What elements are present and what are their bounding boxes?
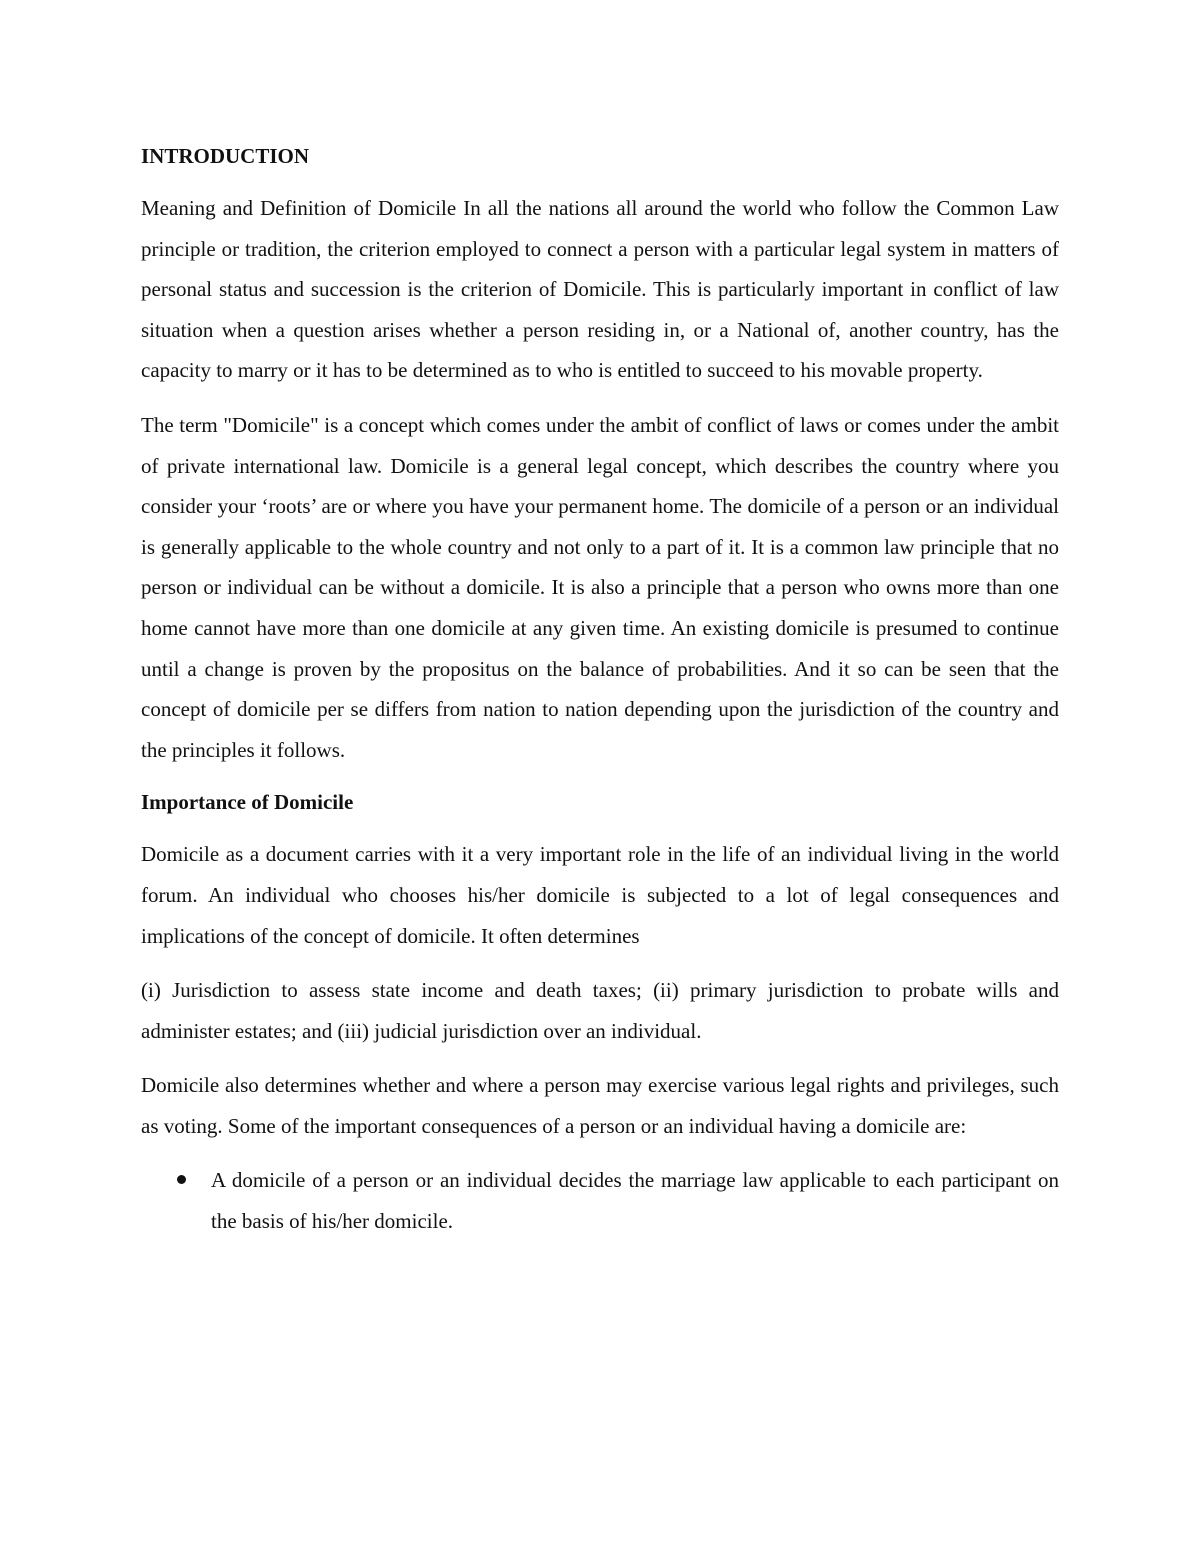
paragraph-definition: Meaning and Definition of Domicile In all the nations all around the world who follow the Common Law principle or tradition, the criterion employed to connect a person with a particular legal system in matters of personal status and succession is the criterion of Domicile. This is particularly important in conflict of law situation when a question arises whether a person residing in, or a National of, another country, has the capacity to marry or it has to be determined as to who is entitled to succeed to his movable property. [141,196,1059,383]
paragraph-importance: Domicile as a document carries with it a very important role in the life of an individual living in the world forum. An individual who chooses his/her domicile is subjected to a lot of legal consequences and implications of the concept of domicile. It often determines [141,842,1059,948]
paragraph-rights: Domicile also determines whether and where a person may exercise various legal rights and privileges, such as voting. Some of the important consequences of a person or an individual having a domicile are: [141,1073,1059,1138]
paragraph-term-domicile: The term "Domicile" is a concept which comes under the ambit of conflict of laws or comes under the ambit of private international law. Domicile is a general legal concept, which describes the country where you consider your ‘roots’ are or where you have your permanent home. The domicile of a person or an individual is generally applicable to the whole country and not only to a part of it. It is a common law principle that no person or individual can be without a domicile. It is also a principle that a person who owns more than one home cannot have more than one domicile at any given time. An existing domicile is presumed to continue until a change is proven by the propositus on the balance of probabilities. And it so can be seen that the concept of domicile per se differs from nation to nation depending upon the jurisdiction of the country and the principles it follows. [141,412,1059,762]
bullet-icon [177,1175,186,1184]
subsection-heading: Importance of Domicile [141,790,354,815]
consequences-list [141,1160,1059,1241]
section-heading: INTRODUCTION [141,144,310,168]
paragraph-jurisdiction-list: (i) Jurisdiction to assess state income and death taxes; (ii) primary jurisdiction to probate wills and administer estates; and (iii) judicial jurisdiction over an individual. [141,978,1059,1043]
list-item-text: A domicile of a person or an individual decides the marriage law applicable to each participant on the basis of his/her domicile. [211,1168,1059,1234]
list-item [141,1160,1059,1241]
document-page [141,138,1059,1242]
